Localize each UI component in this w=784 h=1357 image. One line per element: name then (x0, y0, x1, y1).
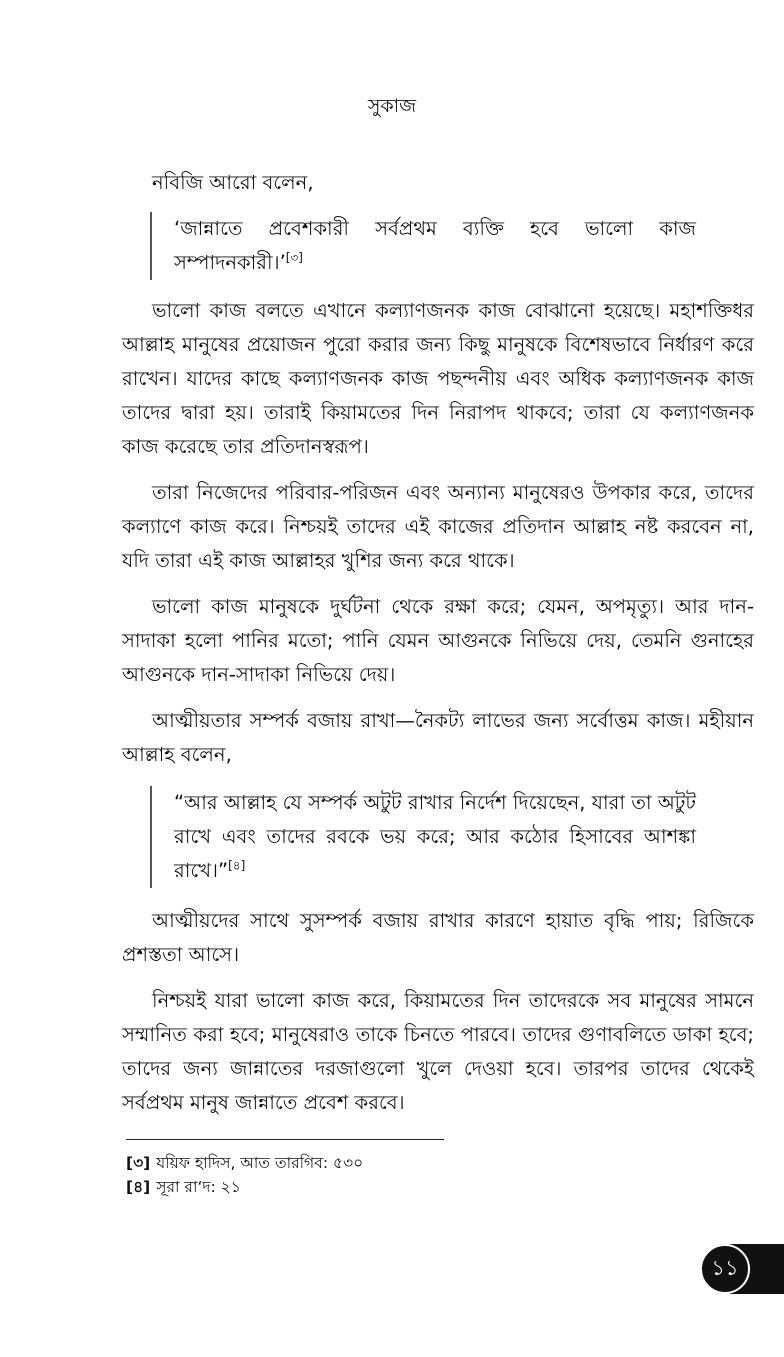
paragraph-2: ভালো কাজ বলতে এখানে কল্যাণজনক কাজ বোঝানো হয়েছে। মহাশক্তিধর আল্লাহ মানুষের প্রয়োজন পুরো করার জন্য কিছু মানুষকে বিশেষভাবে নির্ধারণ করে রাখেন। যাদের কাছে কল্যাণজনক কাজ পছন্দনীয় এবং অধিক কল্যাণজনক কাজ তাদের দ্বারা হয়। তারাই কিয়ামতের দিন নিরাপদ থাকবে; তারা যে কল্যাণজনক কাজ করেছে তার প্রতিদানস্বরূপ। (122, 299, 754, 458)
footnote-divider (126, 1139, 444, 1140)
page-header-title: সুকাজ (367, 95, 417, 117)
paragraph-7: নিশ্চয়ই যারা ভালো কাজ করে, কিয়ামতের দিন তাদেরকে সব মানুষের সামনে সম্মানিত করা হবে; মানুষেরাও তাকে চিনতে পারবে। তাদের গুণাবলিতে ডাকা হবে; তাদের জন্য জান্নাতের দরজাগুলো খুলে দেওয়া হবে। তারপর তাদের থেকেই সর্বপ্রথম মানুষ জান্নাতে প্রবেশ করবে। (122, 989, 754, 1114)
footnote-1-mark: [৩] (126, 1154, 151, 1172)
paragraph-5: আত্মীয়তার সম্পর্ক বজায় রাখা—নৈকট্য লাভের জন্য সর্বোত্তম কাজ। মহীয়ান আল্লাহ বলেন, (122, 709, 754, 766)
page-number: ১১ (700, 1244, 750, 1294)
paragraph-6: আত্মীয়দের সাথে সুসম্পর্ক বজায় রাখার কারণে হায়াত বৃদ্ধি পায়; রিজিকে প্রশস্ততা আসে। (122, 909, 754, 966)
quote-1-text: ‘জান্নাতে প্রবেশকারী সর্বপ্রথম ব্যক্তি হবে ভালো কাজ সম্পাদনকারী।’ (174, 217, 696, 274)
footnotes (126, 1151, 646, 1199)
paragraph-4: ভালো কাজ মানুষকে দুর্ঘটনা থেকে রক্ষা করে; যেমন, অপমৃত্যু। আর দান-সাদাকা হলো পানির মতো; পানি যেমন আগুনকে নিভিয়ে দেয়, তেমনি গুনাহের আগুনকে দান-সাদাকা নিভিয়ে দেয়। (122, 595, 754, 686)
footnote-1 (126, 1151, 646, 1175)
block-quote-1 (150, 212, 696, 280)
block-quote-2 (150, 786, 696, 888)
paragraph-3: তারা নিজেদের পরিবার-পরিজন এবং অন্যান্য মানুষেরও উপকার করে, তাদের কল্যাণে কাজ করে। নিশ্চয়ই তাদের এই কাজের প্রতিদান আল্লাহ নষ্ট করবেন না, যদি তারা এই কাজ আল্লাহর খুশির জন্য করে থাকে। (122, 481, 754, 572)
footnote-1-text: যয়িফ হাদিস, আত তারগিব: ৫৩০ (156, 1154, 364, 1172)
quote-1-footnote-ref: [৩] (285, 250, 303, 265)
quote-2-text: “আর আল্লাহ যে সম্পর্ক অটুট রাখার নির্দেশ দিয়েছেন, যারা তা অটুট রাখে এবং তাদের রবকে ভয় করে; আর কঠোর হিসাবের আশঙ্কা রাখে।” (174, 791, 696, 882)
footnote-2 (126, 1175, 646, 1199)
footnote-2-mark: [৪] (126, 1178, 151, 1196)
footnote-2-text: সূরা রা‘দ: ২১ (156, 1178, 241, 1196)
paragraph-1: নবিজি আরো বলেন, (152, 171, 314, 194)
quote-2-footnote-ref: [৪] (228, 858, 246, 873)
body-text (122, 166, 754, 1132)
